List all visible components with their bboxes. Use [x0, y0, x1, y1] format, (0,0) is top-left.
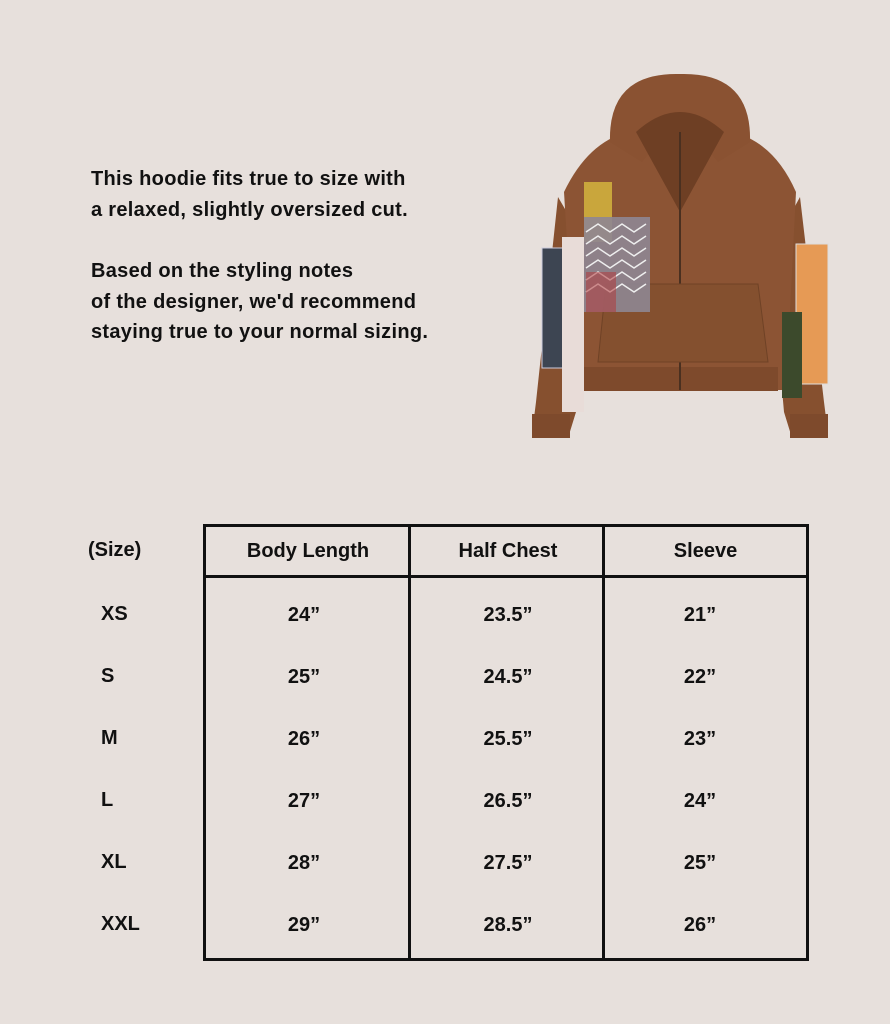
- xxl-sleeve: 26”: [683, 914, 717, 936]
- xl-half-chest: 27.5”: [483, 852, 533, 874]
- l-body-length: 27”: [287, 790, 321, 812]
- s-sleeve: 22”: [683, 666, 717, 688]
- m-half-chest: 25.5”: [483, 728, 533, 750]
- s-half-chest: 24.5”: [483, 666, 533, 688]
- size-s: S: [101, 665, 115, 687]
- xs-half-chest: 23.5”: [483, 604, 533, 626]
- recommend-line-1: Based on the styling notes: [91, 260, 354, 282]
- recommend-line-3: staying true to your normal sizing.: [91, 321, 429, 343]
- xl-body-length: 28”: [287, 852, 321, 874]
- size-xs: XS: [101, 603, 128, 625]
- size-column-header: (Size): [88, 539, 142, 561]
- s-body-length: 25”: [287, 666, 321, 688]
- l-half-chest: 26.5”: [483, 790, 533, 812]
- fit-line-1: This hoodie fits true to size with: [91, 168, 406, 190]
- fit-line-2: a relaxed, slightly oversized cut.: [91, 198, 408, 221]
- xxl-body-length: 29”: [287, 914, 321, 936]
- size-xl: XL: [101, 851, 127, 873]
- m-body-length: 26”: [287, 728, 321, 750]
- size-xxl: XXL: [101, 913, 140, 935]
- m-sleeve: 23”: [683, 728, 717, 750]
- size-chart-table: [203, 524, 809, 961]
- hoodie-product-image: [528, 72, 832, 442]
- xs-body-length: 24”: [287, 604, 321, 626]
- recommend-line-2: of the designer, we'd recommend: [91, 290, 417, 313]
- l-sleeve: 24”: [683, 790, 717, 812]
- header-body-length: Body Length: [246, 540, 370, 562]
- header-half-chest: Half Chest: [458, 540, 558, 562]
- size-m: M: [101, 727, 118, 749]
- xxl-half-chest: 28.5”: [483, 914, 533, 936]
- xs-sleeve: 21”: [683, 604, 717, 626]
- size-l: L: [101, 789, 114, 811]
- fit-description: [91, 164, 511, 348]
- header-sleeve: Sleeve: [673, 540, 738, 562]
- xl-sleeve: 25”: [683, 852, 717, 874]
